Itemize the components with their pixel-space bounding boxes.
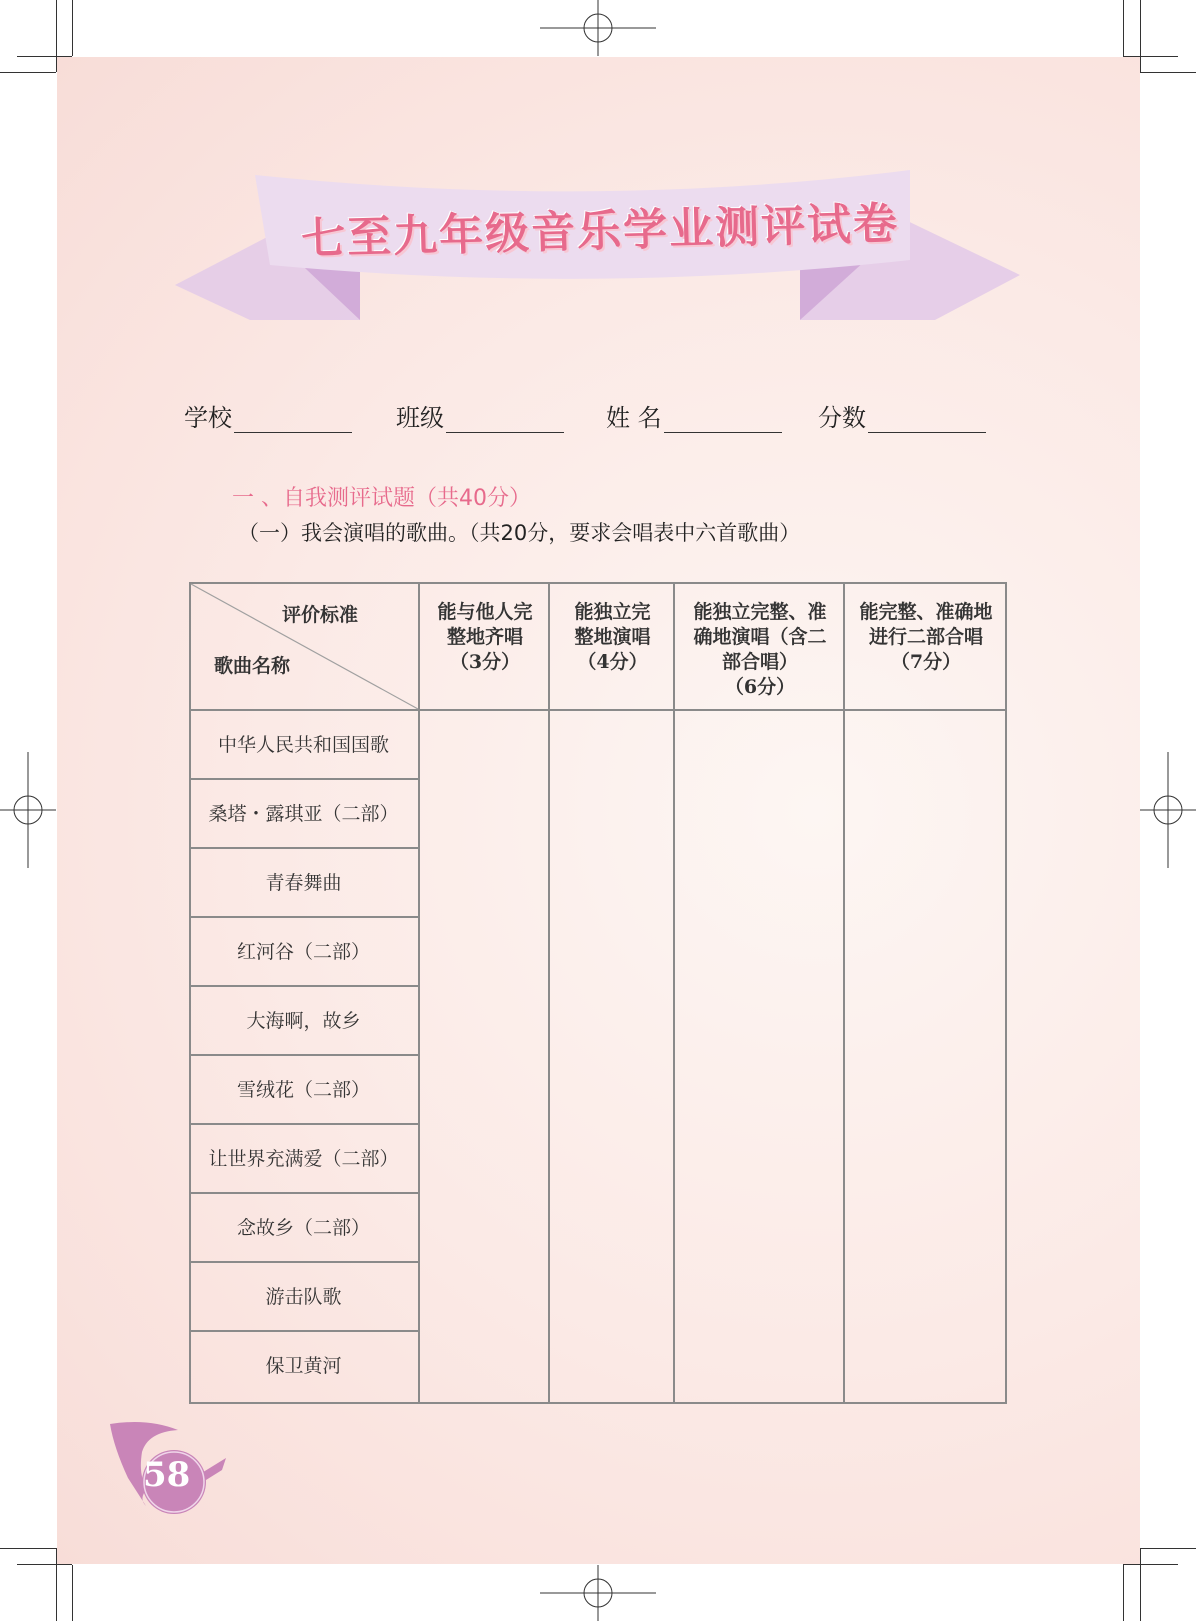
corner-criteria-label: 评价标准: [282, 604, 359, 626]
crop-mark: [0, 1548, 56, 1549]
score-blank[interactable]: [868, 410, 986, 433]
page-number: 58: [143, 1455, 191, 1495]
crop-mark: [1123, 1565, 1124, 1621]
column-header-line: （4分）: [577, 651, 648, 673]
class-blank[interactable]: [446, 410, 564, 433]
registration-mark-icon: [1140, 752, 1196, 868]
song-name: 保卫黄河: [265, 1355, 342, 1377]
column-header: [845, 600, 1007, 675]
registration-mark-icon: [0, 752, 56, 868]
column-header-line: 能完整、准确地: [859, 601, 993, 623]
section-heading: 一 、自我测评试题（共40分）: [232, 486, 531, 511]
crop-mark: [1140, 0, 1141, 72]
name-blank[interactable]: [664, 410, 782, 433]
song-name: 桑塔・露琪亚（二部）: [208, 803, 399, 825]
column-header-line: （7分）: [890, 651, 962, 673]
score-label: 分数: [818, 404, 866, 432]
column-header-line: 整地齐唱: [446, 626, 523, 648]
crop-mark: [1140, 1548, 1196, 1549]
crop-mark: [17, 56, 72, 57]
crop-mark: [1123, 56, 1178, 57]
column-header-line: 确地演唱（含二: [693, 626, 827, 648]
column-header: [420, 600, 550, 675]
school-field: [184, 398, 352, 433]
registration-mark-icon: [540, 1565, 656, 1621]
score-field: [818, 398, 986, 433]
column-header: [675, 600, 845, 700]
song-name: 游击队歌: [265, 1286, 342, 1308]
crop-mark: [1123, 1564, 1178, 1565]
song-name: 中华人民共和国国歌: [217, 734, 389, 756]
column-header-line: 部合唱）: [721, 651, 798, 673]
subsection-heading: （一）我会演唱的歌曲。（共20分，要求会唱表中六首歌曲）: [238, 521, 801, 545]
crop-mark: [17, 1564, 72, 1565]
column-header-line: 能独立完整、准: [693, 601, 827, 623]
song-name: 青春舞曲: [265, 872, 342, 894]
registration-mark-icon: [540, 0, 656, 56]
column-header-line: （3分）: [449, 651, 521, 673]
class-field: [396, 398, 564, 433]
column-header-line: （6分）: [724, 676, 796, 698]
crop-mark: [1140, 1548, 1141, 1621]
crop-mark: [56, 1548, 57, 1621]
column-header: [550, 600, 675, 675]
header-diagonal: [189, 582, 420, 711]
corner-song-label: 歌曲名称: [214, 655, 291, 677]
song-name: 念故乡（二部）: [236, 1217, 370, 1239]
song-name: 红河谷（二部）: [236, 941, 370, 963]
song-name: 雪绒花（二部）: [236, 1079, 370, 1101]
crop-mark: [1123, 0, 1124, 56]
class-label: 班级: [396, 404, 444, 432]
school-blank[interactable]: [234, 410, 352, 433]
song-name: 让世界充满爱（二部）: [208, 1148, 399, 1170]
crop-mark: [72, 1565, 73, 1621]
name-label: 姓 名: [606, 404, 662, 432]
song-name: 大海啊，故乡: [246, 1010, 361, 1032]
page-title: 七至九年级音乐学业测评试卷: [300, 198, 900, 265]
column-header-line: 进行二部合唱: [868, 626, 983, 648]
crop-mark: [0, 72, 56, 73]
school-label: 学校: [184, 404, 232, 432]
crop-mark: [56, 0, 57, 72]
crop-mark: [1140, 72, 1196, 73]
column-header-line: 整地演唱: [574, 626, 651, 648]
name-field: [606, 398, 782, 433]
column-header-line: 能与他人完: [437, 601, 533, 623]
crop-mark: [72, 0, 73, 56]
column-header-line: 能独立完: [574, 601, 651, 623]
